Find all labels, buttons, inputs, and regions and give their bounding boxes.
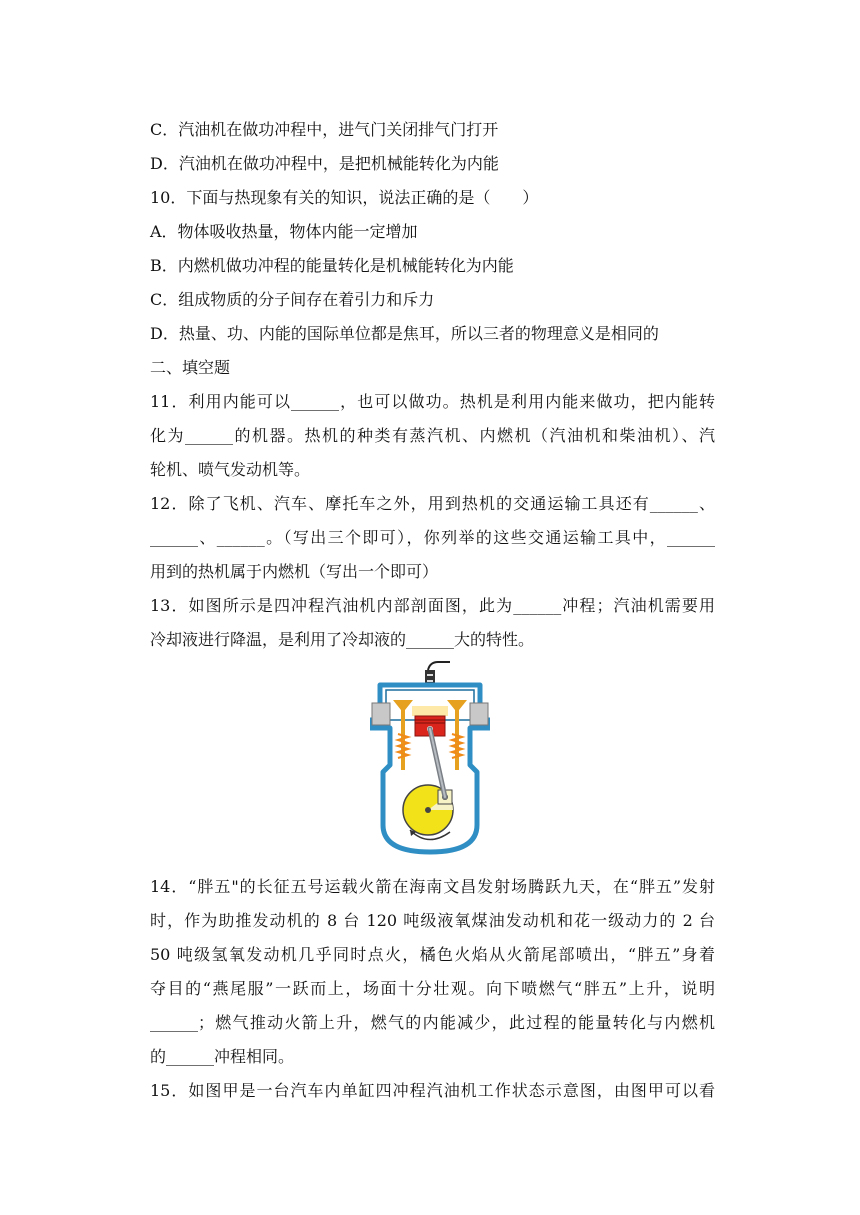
- option-10b: B．内燃机做功冲程的能量转化是机械能转化为内能: [150, 256, 514, 275]
- intake-port: [372, 703, 390, 725]
- question-10: 10．下面与热现象有关的知识，说法正确的是（ ）: [150, 188, 539, 207]
- question-11-line3: 轮机、喷气发动机等。: [150, 460, 311, 479]
- option-10d: D．热量、功、内能的国际单位都是焦耳，所以三者的物理意义是相同的: [150, 324, 659, 343]
- section-heading: 二、填空题: [150, 358, 231, 377]
- option-9d: D．汽油机在做功冲程中，是把机械能转化为内能: [150, 154, 499, 173]
- option-10c: C．组成物质的分子间存在着引力和斥力: [150, 290, 435, 309]
- question-14-line2: 时，作为助推发动机的 8 台 120 吨级液氧煤油发动机和花一级动力的 2 台: [150, 911, 715, 930]
- engine-cross-section-figure: [370, 660, 490, 860]
- exhaust-port: [470, 703, 488, 725]
- question-13-line2: 冷却液进行降温，是利用了冷却液的______大的特性。: [150, 630, 535, 649]
- question-14-line4: 夺目的“燕尾服”一跃而上，场面十分壮观。向下喷燃气“胖五”上升，说明: [150, 979, 715, 998]
- question-11-line2: 化为______的机器。热机的种类有蒸汽机、内燃机（汽油机和柴油机）、汽: [150, 426, 715, 445]
- question-11-line1: 11．利用内能可以______，也可以做功。热机是利用内能来做功，把内能转: [150, 392, 715, 411]
- spark-plug-wire: [428, 662, 450, 670]
- question-14-line5: ______；燃气推动火箭上升，燃气的内能减少，此过程的能量转化与内燃机: [150, 1013, 715, 1032]
- question-12-line1: 12．除了飞机、汽车、摩托车之外，用到热机的交通运输工具还有______、: [150, 494, 715, 513]
- combustion-chamber: [412, 706, 448, 716]
- option-9c: C．汽油机在做功冲程中，进气门关闭排气门打开: [150, 120, 499, 139]
- question-12-line2: ______、______。（写出三个即可），你列举的这些交通运输工具中，______: [150, 528, 715, 547]
- question-13-line1: 13．如图所示是四冲程汽油机内部剖面图，此为______冲程；汽油机需要用: [150, 596, 715, 615]
- option-10a: A．物体吸收热量，物体内能一定增加: [150, 222, 418, 241]
- question-12-line3: 用到的热机属于内燃机（写出一个即可）: [150, 562, 439, 581]
- question-14-line3: 50 吨级氢氧发动机几乎同时点火，橘色火焰从火箭尾部喷出，“胖五”身着: [150, 945, 715, 964]
- question-15-line1: 15．如图甲是一台汽车内单缸四冲程汽油机工作状态示意图，由图甲可以看: [150, 1081, 715, 1100]
- question-14-line1: 14．“胖五"的长征五号运载火箭在海南文昌发射场腾跃九天，在“胖五”发射: [150, 877, 715, 896]
- question-14-line6: 的______冲程相同。: [150, 1047, 295, 1066]
